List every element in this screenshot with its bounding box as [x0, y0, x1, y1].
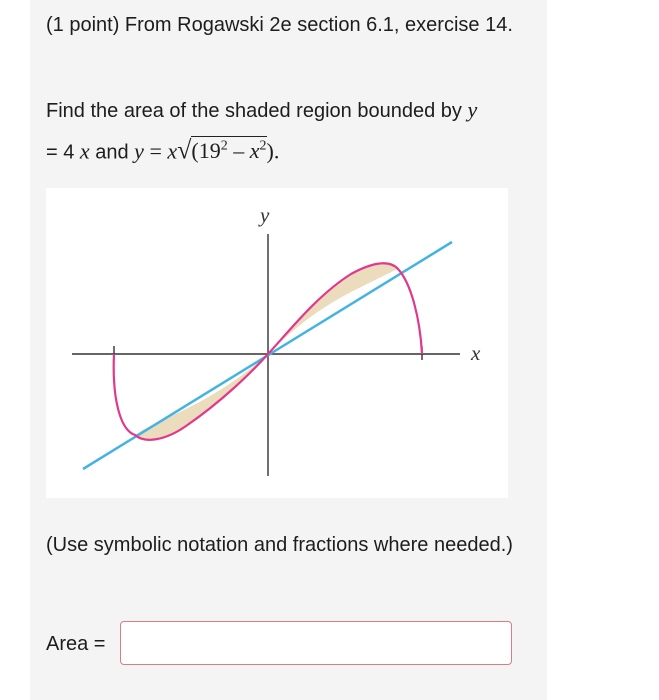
math-var-x-3: x — [249, 138, 260, 164]
problem-statement — [46, 92, 536, 170]
exponent-2: 2 — [259, 139, 267, 154]
y-axis-label: y — [260, 203, 270, 227]
answer-label: Area = — [46, 633, 106, 655]
region-graph — [46, 188, 508, 498]
exponent-1: 2 — [220, 139, 228, 154]
hint-text: (Use symbolic notation and fractions where needed.) — [46, 534, 513, 556]
region-figure — [46, 188, 508, 498]
math-var-y-2: y — [134, 138, 144, 164]
radicand-open: (19 — [191, 138, 221, 164]
math-var-x-2: x — [167, 138, 178, 164]
prompt-text: Find the area of the shaded region bounded by — [46, 100, 468, 122]
and-text: and — [89, 141, 135, 164]
problem-header: (1 point) From Rogawski 2e section 6.1, exercise 14. — [46, 14, 513, 36]
minus-sign: – — [227, 138, 250, 164]
radicand — [191, 136, 266, 163]
shaded-region-right — [268, 263, 398, 354]
radicand-close: ). — [266, 138, 280, 164]
math-var-x: x — [79, 138, 90, 164]
equals-sign: = — [143, 138, 168, 164]
sqrt-icon: √ — [177, 135, 192, 165]
math-var-y: y — [467, 97, 478, 122]
area-answer-input[interactable] — [120, 621, 512, 665]
x-axis-label: x — [471, 341, 481, 365]
equation-1-rest: = 4 — [46, 141, 80, 164]
